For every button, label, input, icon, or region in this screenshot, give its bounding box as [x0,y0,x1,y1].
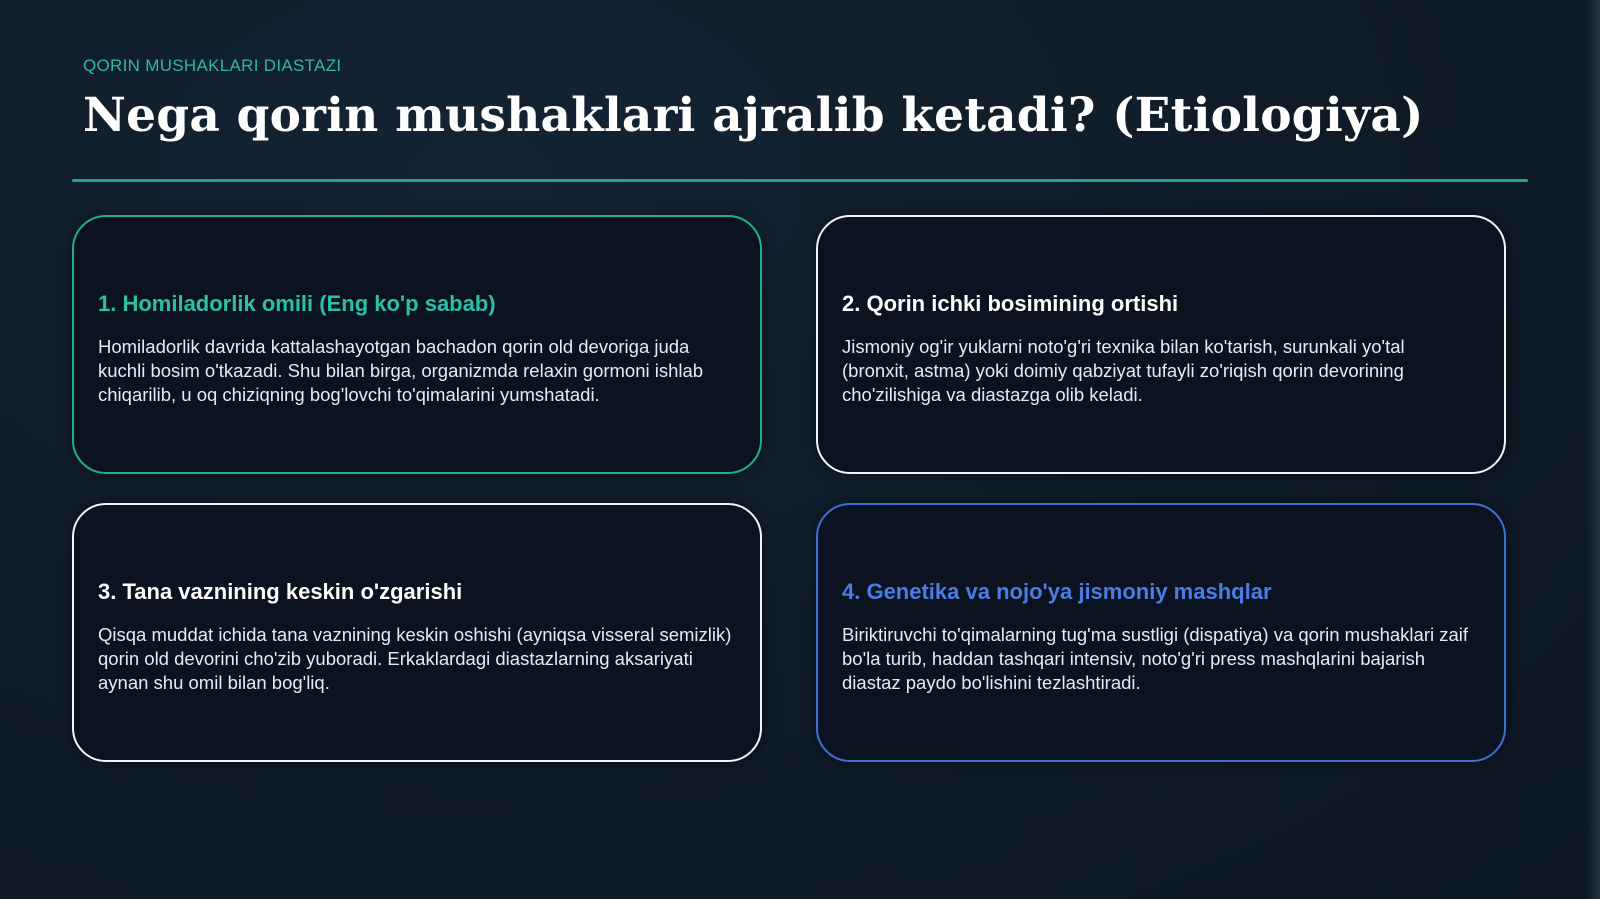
card-text: Homiladorlik davrida kattalashayotgan bachadon qorin old devoriga juda kuchli bosim o'tkazadi. Shu bilan birga, organizmda relaxin gormoni ishlab chiqarilib, u oq chiziqning bog'lovchi to'qimalarini yumshatadi. [98,336,704,406]
card-title: 2. Qorin ichki bosimining ortishi [842,291,1179,316]
cause-card-weight-change [72,503,762,762]
cause-card-pregnancy [72,215,762,474]
title-divider [72,179,1528,182]
slide-title: Nega qorin mushaklari ajralib ketadi? (Etiologiya) [83,88,1424,143]
card-title: 4. Genetika va nojo'ya jismoniy mashqlar [842,579,1272,604]
slide-kicker: QORIN MUSHAKLARI DIASTAZI [83,56,342,75]
slide-edge [1586,0,1600,899]
card-title: 3. Tana vaznining keskin o'zgarishi [98,579,463,604]
card-text: Qisqa muddat ichida tana vaznining keskin oshishi (ayniqsa visseral semizlik) qorin old devorini cho'zib yuboradi. Erkaklardagi diastazlarning aksariyati aynan shu omil bilan bog'liq. [98,624,732,694]
cause-card-genetics-exercise [816,503,1506,762]
card-text: Biriktiruvchi to'qimalarning tug'ma sustligi (dispatiya) va qorin mushaklari zaif bo'la turib, haddan tashqari intensiv, noto'g'ri press mashqlarini bajarish diastaz paydo bo'lishini tezlashtiradi. [842,624,1469,694]
card-text: Jismoniy og'ir yuklarni noto'g'ri texnika bilan ko'tarish, surunkali yo'tal (bronxit, astma) yoki doimiy qabziyat tufayli zo'riqish qorin devorining cho'zilishiga va diastazga olib keladi. [842,336,1405,406]
cause-card-abdominal-pressure [816,215,1506,474]
card-title: 1. Homiladorlik omili (Eng ko'p sabab) [98,291,496,316]
